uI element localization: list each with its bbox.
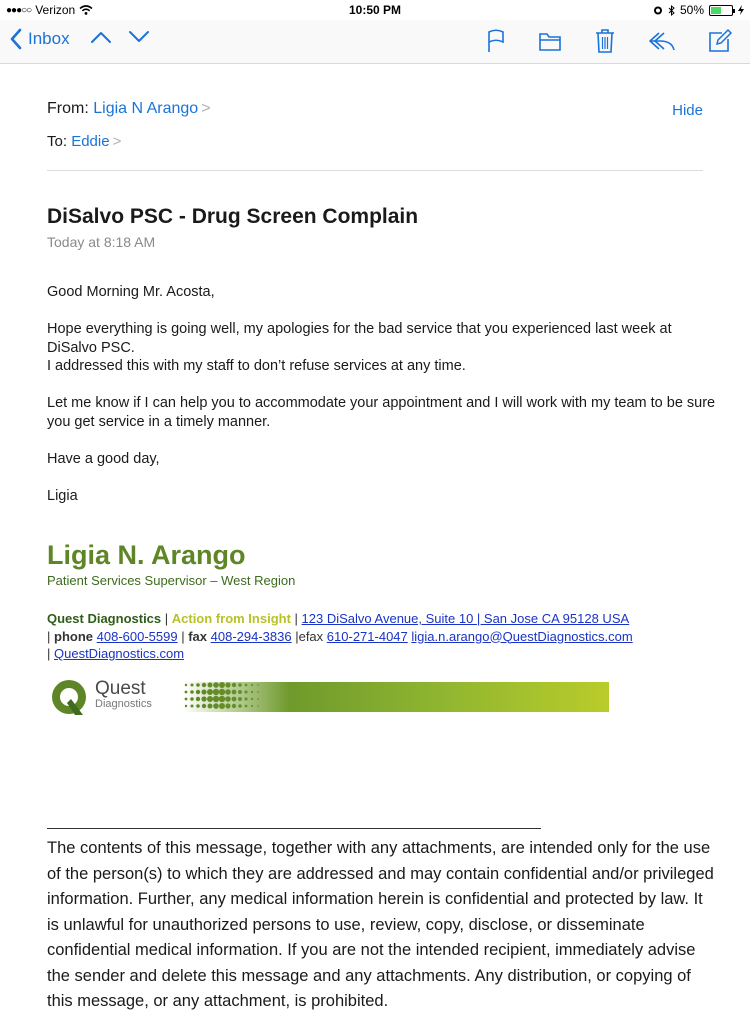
signature-contact: Quest Diagnostics | Action from Insight | 123 DiSalvo Avenue, Suite 10 | San Jose CA 95128 USA | phone 408-600-5599 | fax 408-294-3836 |efax 610-271-4047 ligia.n.arango@QuestDiagnostics.com | QuestDiagnostics.com — [47, 611, 633, 661]
body-paragraph: Let me know if I can help you to accommodate your appointment and I will work with my team to be sure you get service in a timely manner. — [47, 395, 716, 430]
from-row — [47, 100, 211, 118]
phone-label: phone — [54, 628, 93, 644]
to-label: To: — [47, 133, 68, 150]
header-divider — [47, 170, 703, 171]
battery-fill — [711, 7, 721, 14]
body-paragraph — [47, 320, 717, 376]
efax-label: efax — [298, 628, 324, 644]
disclaimer-rule — [47, 828, 541, 829]
signoff: Ligia — [47, 487, 78, 504]
flag-icon[interactable] — [486, 29, 506, 53]
logo-word: Quest — [95, 678, 146, 699]
logo-wordmark — [95, 680, 152, 711]
chevron-down-icon[interactable] — [128, 30, 150, 44]
chevron-right-icon: > — [112, 133, 122, 150]
carrier-name: Verizon — [35, 3, 76, 17]
company-tagline: Action from Insight — [171, 611, 291, 626]
message-body — [47, 283, 717, 524]
sender-name[interactable]: Ligia N Arango — [93, 100, 199, 117]
logo-gradient-bar — [183, 682, 609, 712]
message-actions — [486, 28, 732, 54]
charging-icon — [738, 5, 744, 15]
confidentiality-disclaimer: The contents of this message, together with any attachments, are intended only for the use of the person(s) to which they are addressed and may contain confidential and/or privileged information. Further, any medical information herein is confidential and protected by law. It is unlawful for unauthorized persons to use, review, copy, disclose, or disseminate confidential medical information. If you are not the intended recipient, immediately advise the sender and delete this message and any attachments. Any distribution, or copying of this message, or any attachment, is prohibited. — [47, 839, 714, 1010]
efax-link[interactable]: 610-271-4047 — [326, 628, 408, 644]
back-inbox-button[interactable] — [10, 28, 70, 50]
hide-details-button[interactable]: Hide — [672, 102, 703, 119]
fax-link[interactable]: 408-294-3836 — [210, 628, 292, 644]
folder-icon[interactable] — [538, 30, 562, 52]
company-name: Quest Diagnostics — [47, 611, 162, 626]
alarm-icon — [653, 5, 663, 15]
signature-title: Patient Services Supervisor – West Region — [47, 573, 296, 588]
clock: 10:50 PM — [348, 3, 402, 17]
chevron-up-icon[interactable] — [90, 30, 112, 44]
logo-subword: Diagnostics — [95, 698, 152, 710]
back-label: Inbox — [28, 29, 70, 48]
phone-link[interactable]: 408-600-5599 — [96, 628, 178, 644]
message-subject: DiSalvo PSC - Drug Screen Complain — [47, 205, 419, 228]
mail-toolbar — [0, 20, 750, 64]
battery-icon — [709, 5, 733, 16]
status-bar — [0, 0, 750, 20]
bluetooth-icon — [668, 5, 675, 16]
battery-percent: 50% — [679, 3, 704, 17]
closing: Have a good day, — [47, 450, 160, 467]
website-link[interactable]: QuestDiagnostics.com — [54, 646, 185, 661]
reply-icon[interactable] — [648, 30, 676, 52]
status-right — [653, 3, 744, 17]
greeting: Good Morning Mr. Acosta, — [47, 284, 215, 300]
recipient-name[interactable]: Eddie — [71, 133, 110, 150]
signal-icon: ●●●○○ — [6, 4, 32, 16]
trash-icon[interactable] — [594, 28, 616, 54]
quest-logo — [47, 675, 609, 719]
compose-icon[interactable] — [708, 29, 732, 53]
signature-name: Ligia N. Arango — [47, 540, 246, 570]
quest-q-icon — [49, 677, 89, 717]
chevron-right-icon: > — [201, 100, 211, 117]
fax-label: fax — [188, 628, 207, 644]
message-navigation — [90, 30, 150, 44]
to-row — [47, 133, 121, 150]
email-link[interactable]: ligia.n.arango@QuestDiagnostics.com — [411, 628, 633, 644]
address-link[interactable]: 123 DiSalvo Avenue, Suite 10 | San Jose CA 95128 USA — [301, 611, 630, 626]
from-label: From: — [47, 100, 89, 117]
chevron-left-icon — [10, 28, 22, 50]
message-date: Today at 8:18 AM — [47, 234, 156, 250]
body-line: Hope everything is going well, my apologies for the bad service that you experienced last week at DiSalvo PSC. — [47, 321, 672, 356]
body-line: I addressed this with my staff to don’t refuse services at any time. — [47, 358, 466, 374]
